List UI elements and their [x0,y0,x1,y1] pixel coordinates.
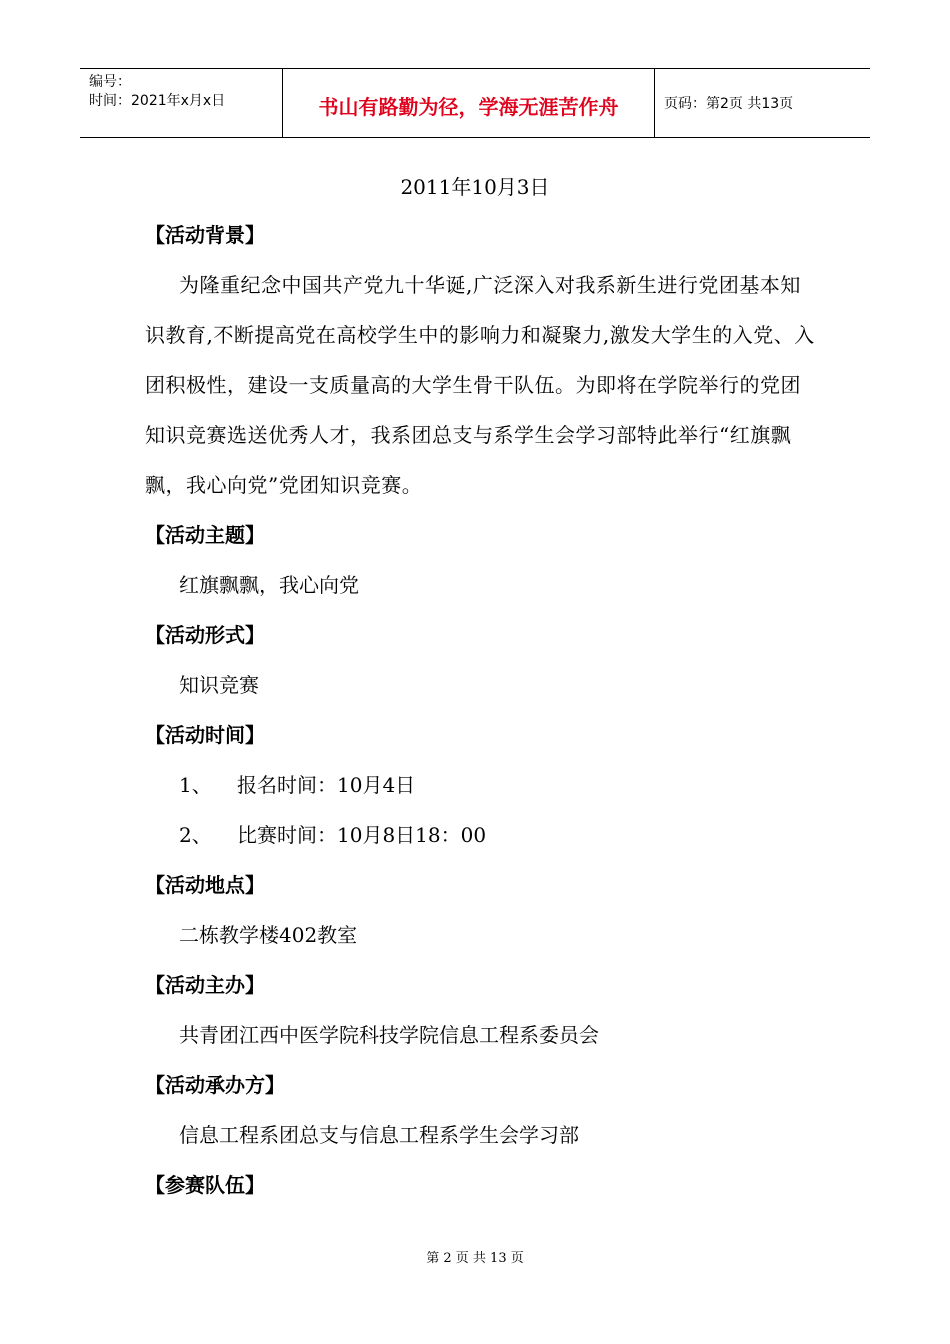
heading-theme: 【活动主题】 [145,523,265,547]
background-paragraph: 为隆重纪念中国共产党九十华诞,广泛深入对我系新生进行党团基本知识教育,不断提高党在高校学生中的影响力和凝聚力,激发大学生的入党、入团积极性，建设一支质量高的大学生骨干队伍。为即将在学院举行的党团知识竞赛选送优秀人才，我系团总支与系学生会学习部特此举行“红旗飘飘，我心向党”党团知识竞赛。 [145,273,815,497]
heading-place: 【活动地点】 [145,873,265,897]
time-item-text: 报名时间：10月4日 [237,773,416,797]
document-header [80,68,870,138]
time-item-1 [145,760,815,810]
time-item-2 [145,810,815,860]
heading-undertaker: 【活动承办方】 [145,1073,285,1097]
time-item-number: 2、 [179,823,212,847]
heading-background: 【活动背景】 [145,223,265,247]
time-item-text: 比赛时间：10月8日18：00 [237,823,487,847]
document-date: 2011年10月3日 [400,175,550,199]
page-label: 页码：第2页 共13页 [664,96,794,112]
page-footer: 第 2 页 共 13 页 [426,1251,524,1266]
undertaker-text: 信息工程系团总支与信息工程系学生会学习部 [179,1123,579,1147]
form-text: 知识竞赛 [179,673,259,697]
place-text: 二栋教学楼402教室 [179,923,358,947]
time-label: 时间：2021年x月x日 [89,93,226,109]
header-motto-cell [283,69,655,137]
heading-form: 【活动形式】 [145,623,265,647]
header-meta [80,69,283,137]
heading-teams: 【参赛队伍】 [145,1173,265,1197]
document-body [145,210,815,1210]
time-item-number: 1、 [179,773,212,797]
heading-time: 【活动时间】 [145,723,265,747]
number-label: 编号： [89,74,131,90]
heading-organizer: 【活动主办】 [145,973,265,997]
organizer-text: 共青团江西中医学院科技学院信息工程系委员会 [179,1023,599,1047]
header-page-cell [655,69,870,137]
motto-text: 书山有路勤为径，学海无涯苦作舟 [318,94,619,119]
theme-text: 红旗飘飘，我心向党 [179,573,359,597]
